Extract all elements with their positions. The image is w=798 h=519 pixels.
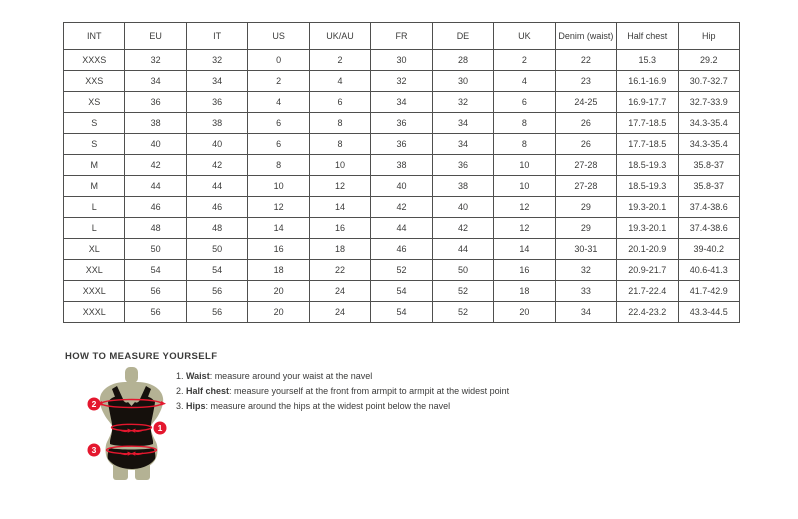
table-cell: 32 bbox=[432, 92, 493, 113]
table-cell: 56 bbox=[186, 302, 247, 323]
table-cell: 4 bbox=[309, 71, 370, 92]
table-cell: 56 bbox=[125, 302, 186, 323]
table-row bbox=[64, 92, 740, 113]
table-cell: 2 bbox=[494, 50, 555, 71]
column-header: Half chest bbox=[617, 23, 678, 50]
table-cell: 40 bbox=[432, 197, 493, 218]
column-header: US bbox=[248, 23, 309, 50]
table-cell: 12 bbox=[494, 197, 555, 218]
table-cell: 44 bbox=[186, 176, 247, 197]
table-row bbox=[64, 218, 740, 239]
table-cell: 29 bbox=[555, 218, 616, 239]
table-cell: 16.1-16.9 bbox=[617, 71, 678, 92]
column-header: EU bbox=[125, 23, 186, 50]
step-number: 2. bbox=[176, 386, 187, 396]
table-cell: 36 bbox=[186, 92, 247, 113]
table-cell: 14 bbox=[309, 197, 370, 218]
table-cell: 30-31 bbox=[555, 239, 616, 260]
table-cell: 22.4-23.2 bbox=[617, 302, 678, 323]
table-cell: 35.8-37 bbox=[678, 155, 739, 176]
table-cell: 43.3-44.5 bbox=[678, 302, 739, 323]
table-cell: 32 bbox=[555, 260, 616, 281]
table-cell: 40 bbox=[125, 134, 186, 155]
mannequin-neck bbox=[125, 367, 138, 383]
table-cell: 32.7-33.9 bbox=[678, 92, 739, 113]
table-cell: 38 bbox=[186, 113, 247, 134]
table-cell: 48 bbox=[186, 218, 247, 239]
table-cell: 52 bbox=[432, 302, 493, 323]
table-cell: 37.4-38.6 bbox=[678, 218, 739, 239]
table-cell: 16.9-17.7 bbox=[617, 92, 678, 113]
table-cell: 44 bbox=[125, 176, 186, 197]
size-table bbox=[63, 22, 740, 323]
table-cell: XXXL bbox=[64, 281, 125, 302]
table-cell: 19.3-20.1 bbox=[617, 218, 678, 239]
table-cell: 30 bbox=[432, 71, 493, 92]
table-cell: 56 bbox=[125, 281, 186, 302]
table-cell: 18.5-19.3 bbox=[617, 176, 678, 197]
column-header: Hip bbox=[678, 23, 739, 50]
column-header: IT bbox=[186, 23, 247, 50]
column-header: DE bbox=[432, 23, 493, 50]
table-cell: 39-40.2 bbox=[678, 239, 739, 260]
table-cell: 29.2 bbox=[678, 50, 739, 71]
step-label: Waist bbox=[186, 371, 210, 381]
table-cell: 22 bbox=[309, 260, 370, 281]
table-cell: 34 bbox=[125, 71, 186, 92]
table-cell: 17.7-18.5 bbox=[617, 134, 678, 155]
measure-step bbox=[176, 386, 509, 396]
table-cell: 20 bbox=[248, 302, 309, 323]
table-cell: 27-28 bbox=[555, 155, 616, 176]
table-cell: 33 bbox=[555, 281, 616, 302]
table-cell: 12 bbox=[248, 197, 309, 218]
table-cell: S bbox=[64, 134, 125, 155]
table-cell: 24-25 bbox=[555, 92, 616, 113]
table-cell: 34 bbox=[371, 92, 432, 113]
column-header: UK bbox=[494, 23, 555, 50]
table-cell: XS bbox=[64, 92, 125, 113]
table-cell: 10 bbox=[248, 176, 309, 197]
table-cell: 32 bbox=[125, 50, 186, 71]
table-cell: 41.7-42.9 bbox=[678, 281, 739, 302]
table-cell: 34 bbox=[555, 302, 616, 323]
table-cell: XXS bbox=[64, 71, 125, 92]
table-row bbox=[64, 113, 740, 134]
table-cell: 24 bbox=[309, 281, 370, 302]
table-cell: 42 bbox=[186, 155, 247, 176]
table-cell: 50 bbox=[186, 239, 247, 260]
table-cell: 16 bbox=[309, 218, 370, 239]
table-cell: 46 bbox=[125, 197, 186, 218]
table-row bbox=[64, 134, 740, 155]
table-cell: 54 bbox=[186, 260, 247, 281]
column-header: UK/AU bbox=[309, 23, 370, 50]
table-row bbox=[64, 155, 740, 176]
table-cell: 14 bbox=[248, 218, 309, 239]
svg-text:3: 3 bbox=[91, 445, 97, 455]
table-cell: 8 bbox=[248, 155, 309, 176]
svg-text:1: 1 bbox=[157, 423, 163, 433]
step-text: : measure around the hips at the widest point below the navel bbox=[205, 401, 451, 411]
table-cell: 34 bbox=[432, 113, 493, 134]
column-header: FR bbox=[371, 23, 432, 50]
table-cell: 56 bbox=[186, 281, 247, 302]
table-cell: 10 bbox=[494, 176, 555, 197]
table-cell: 2 bbox=[309, 50, 370, 71]
table-cell: 46 bbox=[371, 239, 432, 260]
table-cell: 10 bbox=[494, 155, 555, 176]
step-label: Hips bbox=[186, 401, 206, 411]
table-cell: 12 bbox=[494, 218, 555, 239]
table-cell: 34.3-35.4 bbox=[678, 134, 739, 155]
step-number: 1. bbox=[176, 371, 187, 381]
table-cell: 17.7-18.5 bbox=[617, 113, 678, 134]
waist-badge bbox=[154, 422, 167, 435]
table-cell: 52 bbox=[432, 281, 493, 302]
table-cell: 36 bbox=[125, 92, 186, 113]
table-cell: 18 bbox=[494, 281, 555, 302]
table-cell: 27-28 bbox=[555, 176, 616, 197]
table-cell: 42 bbox=[371, 197, 432, 218]
table-cell: 18 bbox=[248, 260, 309, 281]
table-cell: 8 bbox=[309, 113, 370, 134]
table-cell: 20.1-20.9 bbox=[617, 239, 678, 260]
step-number: 3. bbox=[176, 401, 187, 411]
column-header: Denim (waist) bbox=[555, 23, 616, 50]
column-header: INT bbox=[64, 23, 125, 50]
table-cell: 10 bbox=[309, 155, 370, 176]
table-cell: 32 bbox=[371, 71, 432, 92]
table-cell: 30 bbox=[371, 50, 432, 71]
table-cell: 8 bbox=[494, 134, 555, 155]
step-label: Half chest bbox=[186, 386, 230, 396]
table-cell: 48 bbox=[125, 218, 186, 239]
table-cell: 6 bbox=[248, 134, 309, 155]
table-cell: 6 bbox=[309, 92, 370, 113]
table-cell: XL bbox=[64, 239, 125, 260]
table-cell: 6 bbox=[248, 113, 309, 134]
table-cell: 54 bbox=[371, 281, 432, 302]
table-cell: M bbox=[64, 176, 125, 197]
table-cell: 37.4-38.6 bbox=[678, 197, 739, 218]
table-cell: 20 bbox=[494, 302, 555, 323]
table-cell: L bbox=[64, 218, 125, 239]
table-cell: 4 bbox=[494, 71, 555, 92]
header-row bbox=[64, 23, 740, 50]
table-cell: 44 bbox=[432, 239, 493, 260]
table-row bbox=[64, 260, 740, 281]
table-cell: 30.7-32.7 bbox=[678, 71, 739, 92]
table-cell: 15.3 bbox=[617, 50, 678, 71]
table-cell: 8 bbox=[494, 113, 555, 134]
table-cell: 12 bbox=[309, 176, 370, 197]
table-row bbox=[64, 50, 740, 71]
table-cell: XXXS bbox=[64, 50, 125, 71]
table-cell: 19.3-20.1 bbox=[617, 197, 678, 218]
table-cell: 26 bbox=[555, 113, 616, 134]
table-cell: 0 bbox=[248, 50, 309, 71]
table-cell: 40.6-41.3 bbox=[678, 260, 739, 281]
table-cell: 29 bbox=[555, 197, 616, 218]
table-cell: 50 bbox=[125, 239, 186, 260]
table-cell: 23 bbox=[555, 71, 616, 92]
table-row bbox=[64, 302, 740, 323]
table-cell: 44 bbox=[371, 218, 432, 239]
table-cell: 16 bbox=[248, 239, 309, 260]
measure-step bbox=[176, 401, 509, 411]
table-cell: 34 bbox=[186, 71, 247, 92]
size-table-body bbox=[64, 50, 740, 323]
table-cell: 38 bbox=[432, 176, 493, 197]
table-cell: 40 bbox=[371, 176, 432, 197]
table-cell: 8 bbox=[309, 134, 370, 155]
table-cell: 36 bbox=[432, 155, 493, 176]
table-cell: 26 bbox=[555, 134, 616, 155]
table-cell: 36 bbox=[371, 134, 432, 155]
table-cell: XXL bbox=[64, 260, 125, 281]
table-cell: 36 bbox=[371, 113, 432, 134]
table-cell: 52 bbox=[371, 260, 432, 281]
table-cell: 16 bbox=[494, 260, 555, 281]
table-cell: 34 bbox=[432, 134, 493, 155]
table-cell: L bbox=[64, 197, 125, 218]
table-cell: 34.3-35.4 bbox=[678, 113, 739, 134]
chest-badge bbox=[88, 398, 101, 411]
table-row bbox=[64, 197, 740, 218]
measure-steps bbox=[176, 371, 509, 416]
table-cell: 54 bbox=[125, 260, 186, 281]
table-row bbox=[64, 239, 740, 260]
measure-section-heading: HOW TO MEASURE YOURSELF bbox=[65, 351, 218, 362]
hips-badge bbox=[88, 444, 101, 457]
table-cell: 40 bbox=[186, 134, 247, 155]
mannequin-illustration bbox=[84, 366, 172, 484]
table-cell: 28 bbox=[432, 50, 493, 71]
table-cell: 18.5-19.3 bbox=[617, 155, 678, 176]
table-cell: M bbox=[64, 155, 125, 176]
table-cell: 24 bbox=[309, 302, 370, 323]
table-cell: 21.7-22.4 bbox=[617, 281, 678, 302]
table-cell: XXXL bbox=[64, 302, 125, 323]
step-text: : measure yourself at the front from armpit to armpit at the widest point bbox=[229, 386, 510, 396]
table-cell: 38 bbox=[125, 113, 186, 134]
table-cell: 6 bbox=[494, 92, 555, 113]
table-cell: 42 bbox=[432, 218, 493, 239]
table-row bbox=[64, 281, 740, 302]
table-cell: S bbox=[64, 113, 125, 134]
table-cell: 4 bbox=[248, 92, 309, 113]
step-text: : measure around your waist at the navel bbox=[209, 371, 373, 381]
table-row bbox=[64, 71, 740, 92]
table-cell: 2 bbox=[248, 71, 309, 92]
table-cell: 18 bbox=[309, 239, 370, 260]
table-cell: 35.8-37 bbox=[678, 176, 739, 197]
svg-text:2: 2 bbox=[91, 399, 97, 409]
table-cell: 22 bbox=[555, 50, 616, 71]
table-cell: 14 bbox=[494, 239, 555, 260]
table-row bbox=[64, 176, 740, 197]
table-cell: 38 bbox=[371, 155, 432, 176]
table-cell: 32 bbox=[186, 50, 247, 71]
measure-step bbox=[176, 371, 509, 381]
table-cell: 50 bbox=[432, 260, 493, 281]
table-cell: 54 bbox=[371, 302, 432, 323]
table-cell: 42 bbox=[125, 155, 186, 176]
size-table-header bbox=[64, 23, 740, 50]
table-cell: 46 bbox=[186, 197, 247, 218]
table-cell: 20.9-21.7 bbox=[617, 260, 678, 281]
table-cell: 20 bbox=[248, 281, 309, 302]
